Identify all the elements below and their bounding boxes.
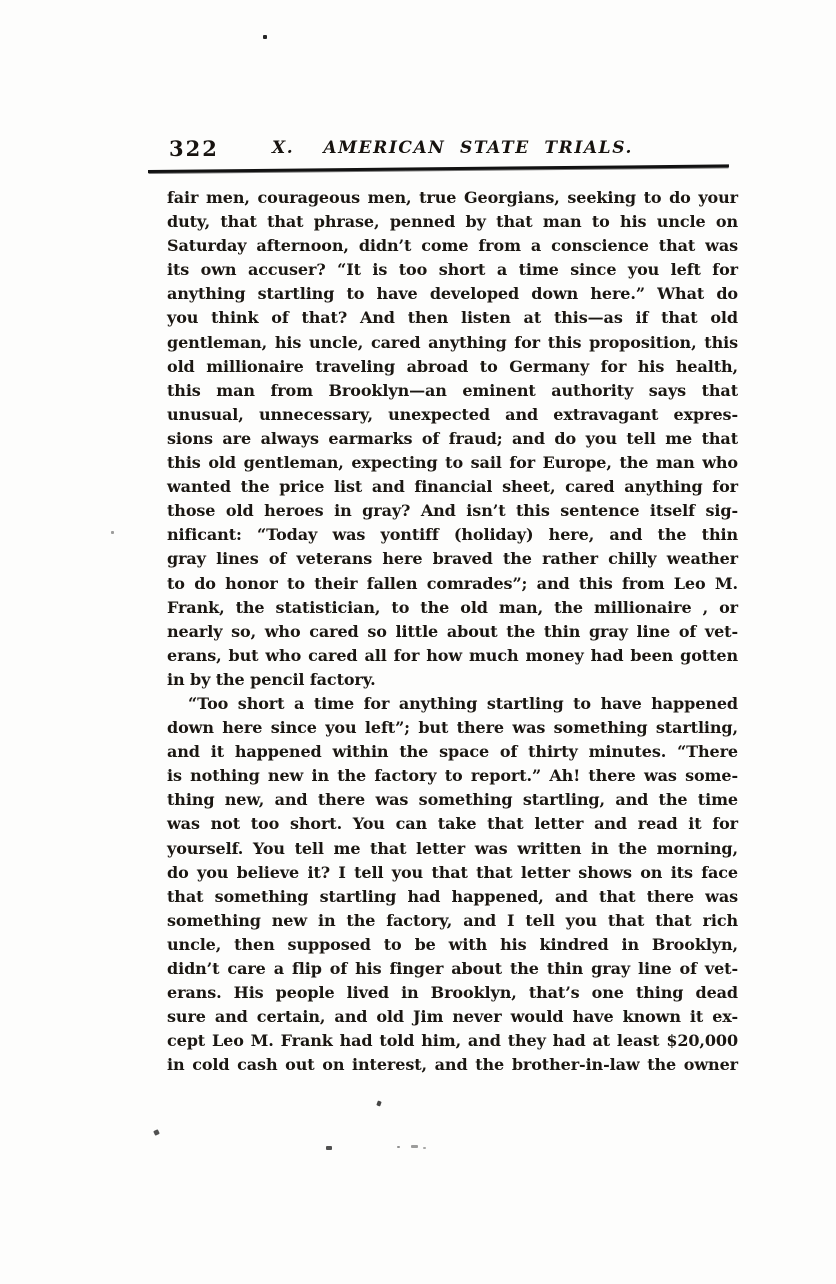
scan-speck bbox=[263, 35, 267, 39]
text-line: Saturday afternoon, didn’t come from a conscience that was bbox=[167, 236, 738, 256]
text-line: in cold cash out on interest, and the brother-in-law the owner bbox=[167, 1055, 738, 1075]
text-line: unusual, unnecessary, unexpected and extravagant expres- bbox=[167, 404, 738, 424]
scan-speck bbox=[397, 1146, 400, 1148]
text-line: erans. His people lived in Brooklyn, that’s one thing dead bbox=[167, 983, 738, 1003]
text-line: thing new, and there was something startling, and the time bbox=[167, 790, 738, 810]
text-line: down here since you left”; but there was something startling, bbox=[167, 718, 738, 738]
paragraph bbox=[167, 186, 738, 692]
scan-speck bbox=[376, 1100, 381, 1106]
text-line: its own accuser? “It is too short a time since you left for bbox=[167, 260, 738, 280]
text-line: that something startling had happened, and that there was bbox=[167, 886, 738, 906]
text-line: and it happened within the space of thirty minutes. “There bbox=[167, 742, 738, 762]
text-line: nearly so, who cared so little about the thin gray line of vet- bbox=[167, 621, 738, 641]
text-line: Frank, the statistician, to the old man, the millionaire , or bbox=[167, 597, 738, 617]
text-line: nificant: “Today was yontiff (holiday) here, and the thin bbox=[167, 525, 738, 545]
text-line: yourself. You tell me that letter was written in the morning, bbox=[167, 838, 738, 858]
page-header bbox=[167, 134, 738, 162]
text-line: gray lines of veterans here braved the rather chilly weather bbox=[167, 549, 738, 569]
text-line: do you believe it? I tell you that that letter shows on its face bbox=[167, 862, 738, 882]
text-line: gentleman, his uncle, cared anything for this proposition, this bbox=[167, 332, 738, 352]
text-line: fair men, courageous men, true Georgians, seeking to do your bbox=[167, 188, 738, 207]
text-line: anything startling to have developed down here.” What do bbox=[167, 284, 738, 304]
text-line: duty, that that phrase, penned by that man to his uncle on bbox=[167, 212, 738, 232]
text-line: those old heroes in gray? And isn’t this sentence itself sig- bbox=[167, 501, 738, 521]
text-line: in by the pencil factory. bbox=[167, 669, 376, 689]
scan-speck bbox=[411, 1145, 418, 1148]
text-line: cept Leo M. Frank had told him, and they had at least $20,000 bbox=[167, 1031, 738, 1051]
text-line: you think of that? And then listen at this—as if that old bbox=[167, 308, 738, 328]
text-line: is nothing new in the factory to report.” Ah! there was some- bbox=[167, 766, 738, 786]
page-body bbox=[167, 186, 738, 1077]
text-line: didn’t care a flip of his finger about the thin gray line of vet- bbox=[167, 959, 738, 978]
text-line: was not too short. You can take that letter and read it for bbox=[167, 814, 738, 834]
scan-speck bbox=[111, 531, 114, 534]
text-line: something new in the factory, and I tell you that that rich bbox=[167, 910, 738, 930]
text-line: “Too short a time for anything startling to have happened bbox=[188, 693, 738, 713]
scan-speck bbox=[153, 1129, 160, 1136]
scan-speck bbox=[423, 1147, 426, 1149]
page-number: 322 bbox=[169, 136, 219, 161]
text-line: this old gentleman, expecting to sail for Europe, the man who bbox=[167, 453, 738, 473]
paragraph bbox=[167, 692, 738, 1078]
text-line: to do honor to their fallen comrades”; and this from Leo M. bbox=[167, 573, 738, 593]
text-line: erans, but who cared all for how much money had been gotten bbox=[167, 645, 738, 665]
text-line: sure and certain, and old Jim never would have known it ex- bbox=[167, 1007, 738, 1027]
text-line: sions are always earmarks of fraud; and do you tell me that bbox=[167, 428, 738, 448]
scan-speck bbox=[326, 1146, 332, 1150]
text-line: uncle, then supposed to be with his kindred in Brooklyn, bbox=[167, 934, 738, 954]
text-line: old millionaire traveling abroad to Germany for his health, bbox=[167, 356, 738, 376]
header-rule bbox=[148, 164, 729, 173]
text-line: wanted the price list and financial sheet, cared anything for bbox=[167, 477, 738, 497]
text-line: this man from Brooklyn—an eminent authority says that bbox=[167, 380, 738, 400]
running-title: X. AMERICAN STATE TRIALS. bbox=[271, 138, 633, 158]
